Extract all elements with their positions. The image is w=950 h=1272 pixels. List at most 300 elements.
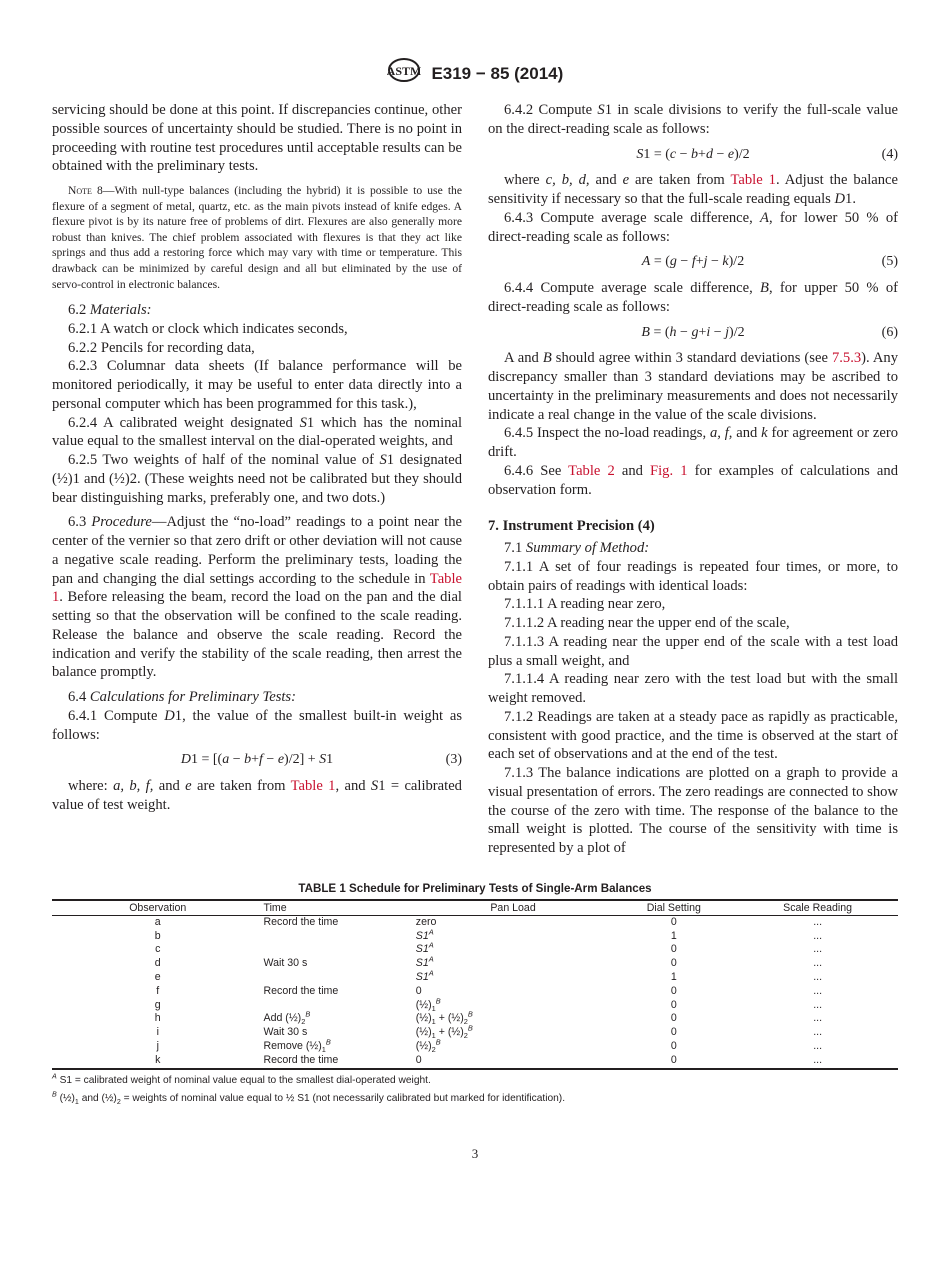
section-heading: [488, 517, 898, 536]
text-run: B: [435, 1037, 441, 1047]
paragraph: [488, 462, 898, 500]
text-run: and (½): [78, 1092, 117, 1104]
equation: [488, 253, 898, 272]
paragraph: [52, 688, 462, 707]
text-run: Calculations for Preliminary Tests:: [89, 689, 296, 706]
text-run: ...: [813, 1026, 823, 1039]
text-run: 6.4: [68, 689, 90, 706]
text-run: k: [155, 1053, 161, 1066]
text-run: )/2: [734, 146, 750, 162]
text-run: B: [467, 1023, 473, 1033]
table-title: TABLE 1 Schedule for Preliminary Tests of Single-Arm Balances: [298, 881, 652, 895]
text-run: ...: [813, 915, 823, 928]
text-run: 0: [415, 1053, 422, 1066]
text-run: Add (½): [263, 1012, 302, 1025]
text-run: 2: [463, 1031, 468, 1041]
text-run: +: [695, 254, 704, 270]
cross-reference-link[interactable]: Table 2: [568, 462, 615, 479]
table-cell: [610, 930, 737, 944]
page-number: 3: [471, 1145, 479, 1161]
text-run: 2: [116, 1097, 121, 1106]
text-run: for agreement or zero drift.: [488, 425, 899, 460]
text-run: B: [435, 996, 441, 1005]
text-run: 6.4.3 Compute average scale difference,: [504, 209, 761, 226]
table-cell: [737, 1040, 898, 1054]
text-run: zero: [415, 915, 437, 928]
text-run: D: [164, 707, 175, 724]
text-run: f: [156, 984, 160, 997]
text-run: D: [834, 191, 846, 207]
text-run: 0: [670, 943, 677, 956]
paragraph: [488, 101, 898, 139]
equation-formula: [528, 146, 858, 165]
table-cell: [610, 915, 737, 929]
text-run: 0: [670, 998, 677, 1011]
text-run: B: [52, 1090, 57, 1099]
text-run: ...: [813, 1053, 823, 1066]
text-run: S: [636, 146, 644, 162]
column-header: Observation: [52, 900, 264, 916]
table-cell: [737, 971, 898, 985]
text-run: 1 = calibrated value of test weight.: [52, 778, 462, 813]
text-run: ...: [813, 957, 823, 970]
body-columns: [52, 101, 898, 858]
text-run: a: [154, 915, 161, 928]
text-run: 7.1.1.4 A reading near zero with the test load but with the small weight removed.: [488, 671, 898, 706]
cross-reference-link[interactable]: Fig. 1: [650, 462, 688, 479]
text-run: c: [155, 943, 161, 956]
column-header: Time: [264, 900, 416, 916]
equation-formula: [528, 324, 858, 343]
text-run: 6.2: [68, 302, 90, 319]
left-column: [52, 101, 462, 815]
text-run: e: [622, 172, 630, 189]
table-cell: [415, 940, 611, 957]
table-cell: [610, 971, 737, 985]
spacer: [488, 499, 898, 517]
table-row: [52, 915, 898, 929]
text-run: 1 in scale divisions to verify the full-scale value on the direct-reading scale as follows:: [488, 102, 898, 137]
text-run: and: [614, 462, 651, 479]
table-cell: [610, 985, 737, 999]
text-run: −: [229, 752, 245, 768]
text-run: b: [244, 752, 252, 768]
table-footnotes: [52, 1074, 898, 1106]
text-run: 1: [431, 1017, 436, 1027]
paragraph: [488, 171, 898, 209]
table-cell: [52, 1026, 264, 1040]
table-cell: [52, 1054, 264, 1069]
text-run: 7.1: [504, 540, 526, 556]
text-run: 7.1.1.2 A reading near the upper end of the scale,: [504, 615, 790, 631]
table-cell: [52, 1012, 264, 1026]
table-cell: [52, 985, 264, 999]
text-run: j: [156, 1039, 159, 1052]
text-run: b: [154, 929, 161, 942]
text-run: b: [691, 146, 699, 162]
table-cell: [264, 957, 416, 971]
text-run: (½): [415, 1039, 432, 1052]
table-cell: [737, 1026, 898, 1040]
table-cell: [264, 985, 416, 999]
equation: [488, 146, 898, 165]
text-run: A: [428, 940, 434, 950]
text-run: S: [370, 778, 379, 795]
paragraph: [52, 414, 462, 452]
text-run: S1: [415, 929, 429, 942]
table-footnote: [52, 1092, 898, 1106]
text-run: −: [676, 254, 692, 270]
paragraph: [488, 558, 898, 596]
table-cell: [610, 1040, 737, 1054]
paragraph: [52, 707, 462, 745]
right-column: [488, 101, 898, 858]
table-row: [52, 1040, 898, 1054]
text-run: 0: [415, 984, 422, 997]
table-cell: [610, 1012, 737, 1026]
equation: [52, 751, 462, 770]
paragraph: [52, 101, 462, 176]
text-run: a, f,: [709, 425, 733, 442]
text-run: —Adjust the “no-load” readings to a point near the center of the vernier so that zero drift or other deviation will not cause a negative scale reading. Perform the preliminary tests, loading the pan and changing the dial settings according to the schedule in: [52, 514, 462, 587]
cross-reference-link[interactable]: 7.5.3: [831, 350, 862, 367]
table-cell: [610, 1026, 737, 1040]
text-run: are taken from: [629, 172, 731, 189]
table-cell: [52, 999, 264, 1013]
text-run: S1: [415, 970, 429, 983]
text-run: = (: [649, 324, 670, 340]
equation-number: (4): [881, 146, 898, 162]
text-run: 0: [670, 915, 677, 928]
table-cell: [263, 1037, 416, 1055]
text-run: Summary of Method:: [525, 540, 650, 556]
cross-reference-link[interactable]: Table 1: [290, 778, 336, 795]
table-cell: [416, 1054, 611, 1069]
paragraph: [488, 708, 898, 764]
table-cell: [415, 996, 611, 1013]
text-run: 1.: [845, 191, 856, 207]
paragraph: [488, 209, 898, 247]
text-run: ...: [813, 929, 823, 942]
text-run: 1 = (: [643, 146, 670, 162]
table-row: [52, 1012, 898, 1026]
text-run: ...: [813, 970, 823, 983]
text-run: j: [725, 324, 730, 340]
text-run: 0: [670, 957, 677, 970]
text-run: 6.2.1 A watch or clock which indicates seconds,: [68, 320, 348, 337]
text-run: S1: [415, 943, 429, 956]
text-run: +: [698, 324, 707, 340]
text-run: 7.1.1.1 A reading near zero,: [504, 596, 666, 613]
paragraph: [52, 357, 462, 413]
table-cell: [610, 1054, 737, 1069]
page-header: [52, 57, 898, 91]
paragraph: [488, 539, 898, 558]
text-run: 1: [670, 929, 677, 942]
table-cell: [415, 1009, 611, 1027]
text-run: 1 designated (½)1 and (½)2. (These weights need not be calibrated but they should bear distinguishing marks, preferably one, and two dots.): [52, 452, 462, 506]
text-run: −: [707, 254, 723, 270]
text-run: g: [154, 998, 161, 1011]
text-run: 7.1.1 A set of four readings is repeated four times, or more, to obtain pairs of readings with identical loads:: [488, 558, 898, 594]
text-run: S: [319, 752, 327, 768]
text-run: where:: [68, 778, 114, 795]
text-run: 0: [670, 984, 677, 997]
table-cell: [737, 930, 898, 944]
table-cell: [264, 1054, 416, 1069]
text-run: S: [379, 452, 387, 469]
table-cell: [415, 968, 611, 985]
table-cell: [264, 971, 416, 985]
text-run: A: [52, 1072, 57, 1081]
table-cell: [52, 957, 264, 971]
text-run: a: [222, 752, 230, 768]
text-run: −: [676, 324, 692, 340]
text-run: 6.4.2 Compute: [504, 102, 598, 118]
text-run: 2: [301, 1017, 306, 1027]
text-run: and: [732, 425, 762, 442]
text-run: e: [277, 752, 285, 768]
equation-number: (3): [445, 752, 462, 768]
table-cell: [52, 943, 264, 957]
text-run: are taken from: [191, 778, 291, 795]
text-run: j: [703, 254, 708, 270]
text-run: 8—With null-type balances (including the hybrid) it is possible to use the flexure of a segment of metal, quartz, etc. as the main pivots instead of knife edges. A flexure pivot is by its nature free of problems of dirt. Flexures are also generally more robust than knives. The chief problem associated with flexures is that they act like springs and thus add a restoring force which may vary with time or temperature. This drawback can be minimized by careful design and all but eliminated by the use of servo-control in electronic balances.: [52, 184, 462, 291]
text-run: (½): [415, 1012, 432, 1025]
text-run: ...: [813, 943, 823, 956]
text-run: Wait 30 s: [263, 1026, 308, 1039]
table-cell: [737, 915, 898, 929]
table-cell: [416, 915, 611, 929]
table-row: [52, 1026, 898, 1040]
text-run: +: [251, 752, 260, 768]
text-run: where: [504, 172, 546, 189]
text-run: , for upper 50 % of direct-reading scale as follows:: [488, 280, 898, 315]
text-run: 7.1.1.3 A reading near the upper end of the scale with a test load plus a small weight, and: [488, 633, 898, 669]
table-cell: [737, 999, 898, 1013]
table-cell: [610, 943, 737, 957]
text-run: Materials:: [89, 302, 152, 319]
text-run: and: [589, 172, 623, 189]
text-run: −: [676, 146, 692, 162]
text-run: . Adjust the balance sensitivity if necessary so that the full-scale reading equals: [488, 172, 898, 207]
text-run: 1: [326, 752, 334, 768]
table-cell: [264, 999, 416, 1013]
text-run: e: [727, 146, 735, 162]
text-run: −: [710, 324, 726, 340]
table-cell: [737, 1054, 898, 1069]
paragraph: [488, 614, 898, 633]
text-run: Record the time: [263, 984, 339, 997]
text-run: A and: [504, 350, 543, 367]
table-footnote: [52, 1074, 898, 1088]
text-run: D: [180, 752, 191, 768]
text-run: 7.1.3 The balance indications are plotted on a graph to provide a visual presentation of errors. The zero readings are connected to show the course of the zero with time. The response of the balance to the small weight is plotted. The course of the sensitivity with time is represented by a plot of: [488, 765, 898, 856]
text-run: B: [641, 324, 650, 340]
table-cell: [264, 915, 416, 929]
paragraph: [488, 670, 898, 708]
table-row: [52, 985, 898, 999]
text-run: )/2: [728, 254, 745, 270]
paragraph: [488, 633, 898, 671]
table-row: [52, 999, 898, 1013]
text-run: 1, the value of the smallest built-in weight as follows:: [52, 707, 462, 743]
table-cell: [610, 957, 737, 971]
text-run: −: [712, 146, 728, 162]
text-run: B: [760, 280, 769, 296]
table-header-row: [52, 900, 898, 916]
astm-logo-icon: [387, 57, 421, 91]
text-run: S: [299, 414, 307, 431]
table-cell: [737, 943, 898, 957]
text-run: S: [597, 102, 605, 118]
paragraph: [488, 349, 898, 424]
table-cell: [610, 999, 737, 1013]
text-run: 1: [670, 970, 677, 983]
table-cell: [52, 930, 264, 944]
text-run: ...: [813, 1012, 823, 1025]
text-run: d: [154, 957, 161, 970]
text-run: + (½): [435, 1012, 464, 1025]
table-cell: [264, 930, 416, 944]
text-run: A: [760, 209, 769, 226]
table-row: [52, 971, 898, 985]
text-run: d: [705, 146, 713, 162]
text-run: B: [325, 1037, 331, 1047]
text-run: 6.2.4 A calibrated weight designated: [68, 414, 300, 431]
table-row: [52, 943, 898, 957]
text-run: 0: [670, 1053, 677, 1066]
text-run: c, b, d,: [545, 172, 590, 189]
text-run: , for lower 50 % of direct-reading scale as follows:: [488, 209, 898, 245]
table-cell: [52, 915, 264, 929]
table-cell: [737, 957, 898, 971]
text-run: ...: [813, 998, 823, 1011]
table-cell: [52, 1040, 264, 1054]
equation-formula: [528, 253, 858, 272]
text-run: S1 = calibrated weight of nominal value equal to the smallest dial-operated weight.: [56, 1074, 431, 1086]
paragraph: [52, 320, 462, 339]
table-row: [52, 957, 898, 971]
text-run: e: [154, 970, 161, 983]
text-run: i: [156, 1026, 159, 1039]
text-run: for examples of calculations and observation form.: [488, 462, 898, 498]
text-run: Record the time: [263, 1053, 339, 1066]
text-run: = weights of nominal value equal to ½ S1 (not necessarily calibrated but marked for identification).: [120, 1092, 566, 1104]
paragraph: [52, 513, 462, 682]
document-designation: E319 − 85 (2014): [431, 64, 564, 83]
paragraph: [52, 339, 462, 358]
text-run: 1: [431, 1003, 436, 1013]
text-run: 0: [670, 1039, 677, 1052]
text-run: (½): [415, 998, 432, 1011]
text-run: 6.4.5 Inspect the no-load readings,: [504, 425, 710, 442]
text-run: −: [262, 752, 278, 768]
text-run: 1: [74, 1097, 79, 1106]
equation-formula: [92, 751, 422, 770]
table-cell: [264, 943, 416, 957]
text-run: g: [669, 254, 677, 270]
cross-reference-link[interactable]: Table 1: [730, 172, 776, 189]
table-cell: [415, 927, 611, 944]
text-run: (½): [415, 1026, 432, 1039]
text-run: (½): [56, 1092, 75, 1104]
text-run: + (½): [435, 1026, 464, 1039]
text-run: A: [428, 954, 434, 964]
text-run: 6.2.5 Two weights of half of the nominal value of: [68, 452, 380, 469]
text-run: i: [706, 324, 711, 340]
svg-text:ASTM: ASTM: [386, 64, 421, 78]
text-run: e: [185, 778, 192, 795]
table-cell: [263, 1009, 416, 1027]
text-run: . Before releasing the beam, record the load on the pan and the dial setting so that the observation will be confined to the scale reading. Release the balance and observe the scale reading. Record the indication and verify the stability of the scale reading, then arrest the balance promptly.: [52, 589, 462, 681]
text-run: k: [722, 254, 729, 270]
cross-reference-link[interactable]: Table 1: [52, 570, 462, 606]
text-run: Record the time: [263, 915, 339, 928]
text-run: , and: [335, 778, 371, 795]
table-cell: [415, 1023, 611, 1041]
table-cell: [415, 1037, 611, 1055]
text-run: Procedure: [91, 514, 152, 531]
text-run: 1 = [(: [190, 752, 223, 768]
text-run: ...: [813, 984, 823, 997]
text-run: B: [542, 350, 552, 367]
paragraph: [52, 777, 462, 815]
table-cell: [264, 1026, 416, 1040]
table-cell: [52, 971, 264, 985]
text-run: B: [305, 1009, 311, 1019]
paragraph: [488, 424, 898, 462]
text-run: h: [669, 324, 677, 340]
text-run: should agree within 3 standard deviations (see: [551, 350, 832, 367]
equation-number: (5): [881, 254, 898, 270]
text-run: and: [153, 778, 186, 795]
text-run: 6.4.4 Compute average scale difference,: [504, 280, 761, 296]
text-run: h: [154, 1012, 161, 1025]
text-run: f: [691, 254, 696, 270]
paragraph: [52, 451, 462, 507]
note-paragraph: [52, 183, 462, 292]
equation: [488, 324, 898, 343]
table-row: [52, 930, 898, 944]
text-run: 6.4.6 See: [504, 462, 569, 479]
text-run: k: [761, 425, 768, 442]
text-run: g: [691, 324, 699, 340]
table-row: [52, 1054, 898, 1069]
text-run: 1 which has the nominal value equal to the smallest interval on the dial-operated weights, and: [52, 414, 462, 450]
text-run: f: [259, 752, 263, 768]
text-run: +: [698, 146, 706, 162]
text-run: servicing should be done at this point. If discrepancies continue, other possible sources of uncertainty should be studied. There is no point in proceeding with routine test procedures until acceptable results can be obtained with the preliminary tests.: [52, 102, 462, 175]
text-run: Note: [68, 184, 92, 197]
text-run: )/2: [729, 324, 745, 340]
paragraph: [488, 279, 898, 317]
text-run: a, b, f,: [113, 778, 154, 795]
text-run: = (: [650, 254, 670, 270]
text-run: 1: [431, 1031, 436, 1041]
text-run: 1: [321, 1045, 326, 1055]
column-header: Scale Reading: [737, 900, 898, 916]
text-run: 7.1.2 Readings are taken at a steady pace as rapidly as practicable, consistent with good practice, and the time is observed at the start of each set of observations and at the end of the test.: [488, 708, 898, 763]
table-cell: [416, 985, 611, 999]
paragraph: [488, 595, 898, 614]
text-run: 2: [431, 1045, 436, 1055]
text-run: 6.4.1 Compute: [68, 707, 165, 724]
text-run: A: [641, 254, 651, 270]
text-run: 6.3: [68, 514, 92, 531]
table-cell: [415, 954, 611, 971]
text-run: A: [428, 927, 434, 937]
